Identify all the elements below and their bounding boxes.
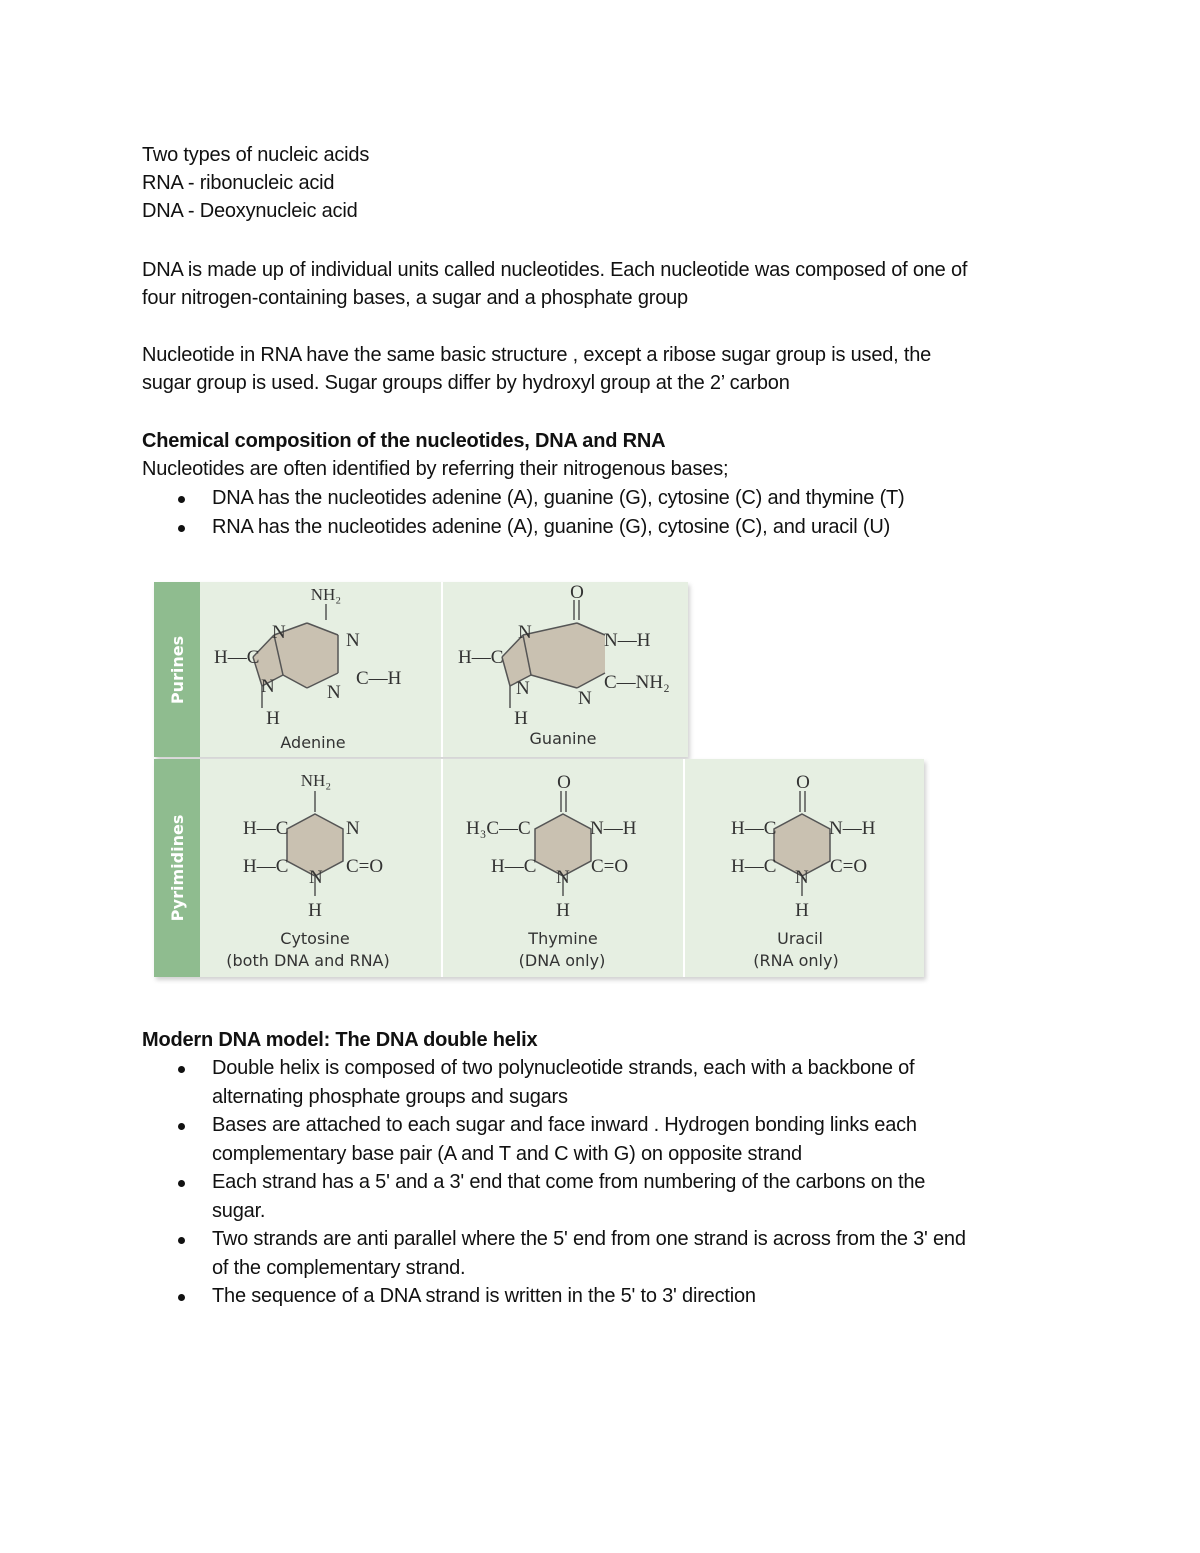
svg-text:N: N [795, 867, 809, 888]
svg-text:N: N [516, 678, 530, 699]
bullet-icon [178, 1123, 185, 1130]
adenine-label: Adenine [280, 733, 346, 752]
svg-text:O: O [570, 582, 584, 603]
list-item: Two strands are anti parallel where the 5' end from one strand is across from the 3' end of the complementary strand. [142, 1225, 1062, 1282]
paragraph-1-line-2: four nitrogen-containing bases, a sugar and a phosphate group [142, 287, 688, 309]
svg-text:H—C: H—C [214, 647, 260, 668]
paragraph-1-line-1: DNA is made up of individual units called nucleotides. Each nucleotide was composed of one of [142, 259, 968, 281]
cytosine-note: (both DNA and RNA) [226, 951, 390, 970]
list-item: DNA has the nucleotides adenine (A), guanine (G), cytosine (C) and thymine (T) [142, 484, 1062, 513]
purines-label: Purines [168, 635, 187, 705]
pyrimidines-label: Pyrimidines [168, 814, 187, 922]
intro-line-1: Two types of nucleic acids [142, 144, 370, 166]
svg-text:N: N [578, 688, 592, 709]
svg-text:H: H [514, 708, 528, 729]
svg-text:N: N [346, 630, 360, 651]
section-2-bullet-list [142, 1054, 1062, 1311]
svg-text:O: O [557, 772, 571, 793]
svg-text:H—C: H—C [731, 818, 777, 839]
svg-text:H: H [266, 708, 280, 729]
svg-text:H: H [556, 900, 570, 921]
paragraph-2-line-1: Nucleotide in RNA have the same basic structure , except a ribose sugar group is used, the [142, 344, 932, 366]
svg-text:C=O: C=O [830, 856, 868, 877]
svg-text:C—NH₂: C—NH₂ [604, 672, 670, 693]
paragraph-2-line-2: sugar group is used. Sugar groups differ by hydroxyl group at the 2’ carbon [142, 372, 790, 394]
svg-text:N: N [346, 818, 360, 839]
svg-text:N: N [518, 622, 532, 643]
svg-text:C—H: C—H [356, 668, 402, 689]
bullet-icon [178, 496, 185, 503]
svg-text:C=O: C=O [591, 856, 629, 877]
svg-text:H—C: H—C [731, 856, 777, 877]
bullet-icon [178, 525, 185, 532]
svg-text:C=O: C=O [346, 856, 384, 877]
guanine-label: Guanine [529, 729, 597, 748]
list-item: Bases are attached to each sugar and face inward . Hydrogen bonding links each complementary base pair (A and T and C with G) on opposite strand [142, 1111, 1062, 1168]
svg-text:N: N [272, 622, 286, 643]
uracil-label: Uracil [777, 929, 823, 948]
svg-text:H₃C—C: H₃C—C [466, 818, 531, 839]
cytosine-label: Cytosine [280, 929, 350, 948]
bullet-icon [178, 1294, 185, 1301]
thymine-note: (DNA only) [518, 951, 606, 970]
uracil-note: (RNA only) [753, 951, 839, 970]
svg-text:H: H [795, 900, 809, 921]
svg-text:N—H: N—H [829, 818, 876, 839]
svg-text:N: N [556, 867, 570, 888]
intro-line-2: RNA - ribonucleic acid [142, 172, 335, 194]
bullet-icon [178, 1180, 185, 1187]
list-item: The sequence of a DNA strand is written in the 5' to 3' direction [142, 1282, 1062, 1311]
svg-text:H—C: H—C [491, 856, 537, 877]
svg-text:NH₂: NH₂ [310, 585, 342, 604]
svg-text:N—H: N—H [604, 630, 651, 651]
svg-text:O: O [796, 772, 810, 793]
svg-text:N: N [309, 867, 323, 888]
svg-text:H—C: H—C [243, 856, 289, 877]
list-item: RNA has the nucleotides adenine (A), guanine (G), cytosine (C), and uracil (U) [142, 513, 1062, 542]
bullet-icon [178, 1066, 185, 1073]
list-item: Double helix is composed of two polynucleotide strands, each with a backbone of alternating phosphate groups and sugars [142, 1054, 1062, 1111]
thymine-label: Thymine [528, 929, 598, 948]
svg-text:N: N [261, 676, 275, 697]
svg-text:H: H [308, 900, 322, 921]
svg-text:NH₂: NH₂ [300, 771, 332, 790]
bullet-icon [178, 1237, 185, 1244]
svg-text:H—C: H—C [458, 647, 504, 668]
list-item: Each strand has a 5' and a 3' end that come from numbering of the carbons on the sugar. [142, 1168, 1062, 1225]
section-1-heading: Chemical composition of the nucleotides, DNA and RNA [142, 430, 666, 452]
section-1-bullet-list [142, 484, 1062, 541]
section-2-heading: Modern DNA model: The DNA double helix [142, 1029, 538, 1051]
svg-text:N—H: N—H [590, 818, 637, 839]
svg-text:N: N [327, 682, 341, 703]
svg-text:H—C: H—C [243, 818, 289, 839]
section-1-intro: Nucleotides are often identified by referring their nitrogenous bases; [142, 458, 729, 480]
intro-line-3: DNA - Deoxynucleic acid [142, 200, 358, 222]
nitrogenous-bases-figure [150, 578, 930, 984]
